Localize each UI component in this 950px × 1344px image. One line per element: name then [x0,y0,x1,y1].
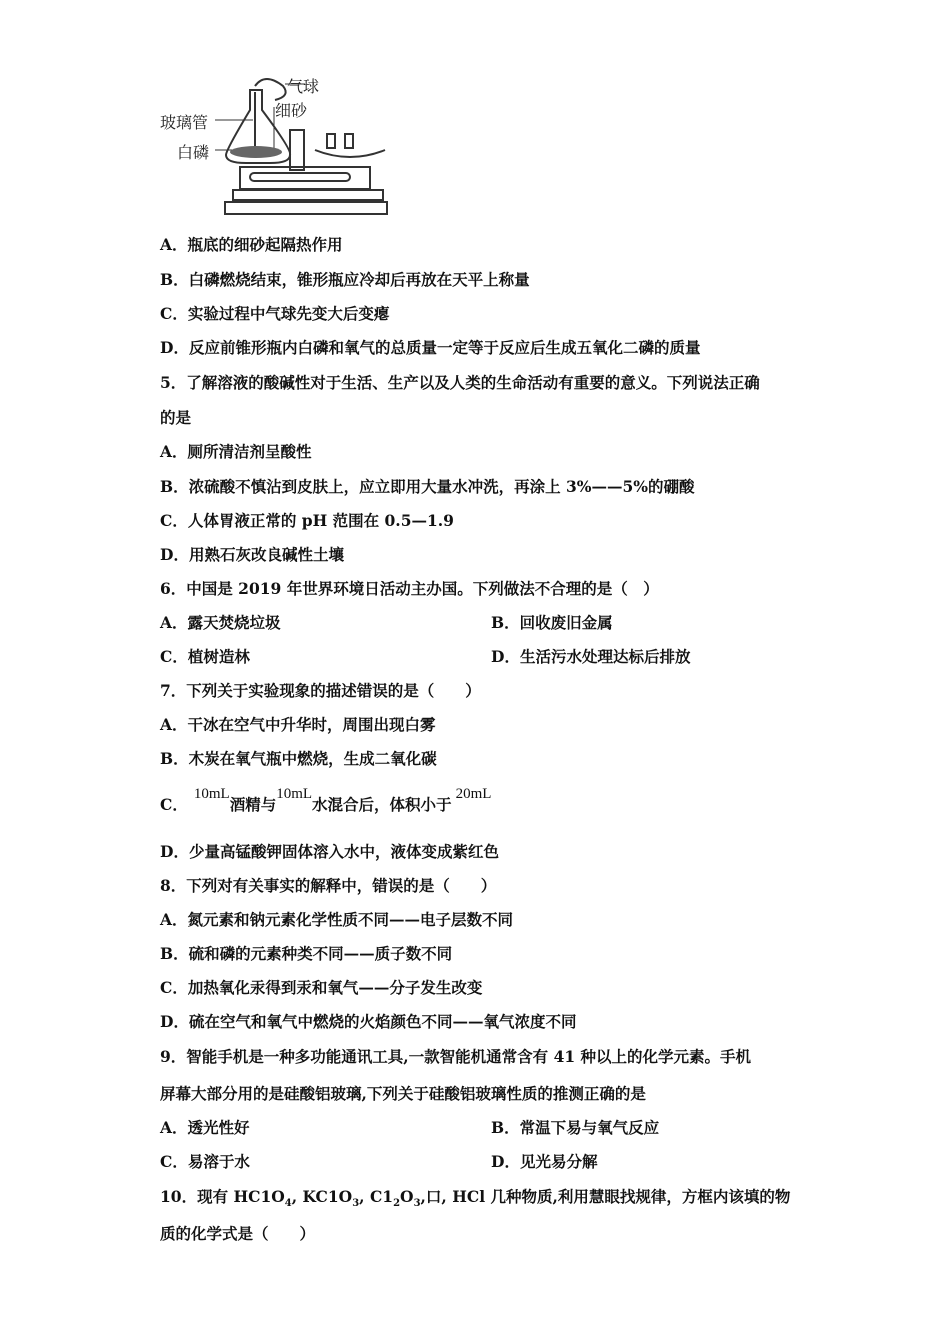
q10-text-a: 10．现有 HC1O [160,1187,285,1206]
q7-option-c [160,786,492,816]
q8-option-d: D．硫在空气和氧气中燃烧的火焰颜色不同——氧气浓度不同 [160,1012,577,1031]
q7-c-text1: 酒精与 [229,795,277,814]
q10-sub2: 3 [352,1198,360,1210]
q6-option-c: C．植树造林 [160,647,250,666]
q10-stem-line2: 质的化学式是（ ） [160,1224,316,1243]
experiment-figure [155,72,400,220]
q7-option-d: D．少量高锰酸钾固体溶入水中，液体变成紫红色 [160,842,499,861]
q7-c-volume2: 10mL [276,786,313,802]
q7-c-text2: 水混合后，体积小于 [312,795,452,814]
q10-sub3: 2 [393,1198,401,1210]
q5-stem-line2: 的是 [160,408,192,427]
q10-text-b: , KC1O [291,1187,353,1206]
q8-option-c: C．加热氧化汞得到汞和氧气——分子发生改变 [160,978,483,997]
q8-stem: 8．下列对有关事实的解释中，错误的是（ ） [160,876,497,895]
q7-c-volume1: 10mL [193,786,230,802]
q8-option-b: B．硫和磷的元素种类不同——质子数不同 [160,944,453,963]
q4-option-c: C．实验过程中气球先变大后变瘪 [160,304,390,323]
q9-option-c: C．易溶于水 [160,1152,250,1171]
q10-sub4: 3 [413,1198,421,1210]
q5-stem-line1: 5．了解溶液的酸碱性对于生活、生产以及人类的生命活动有重要的意义。下列说法正确 [160,373,760,392]
q4-option-a: A．瓶底的细砂起隔热作用 [160,235,343,254]
q9-stem-line1: 9．智能手机是一种多功能通讯工具,一款智能机通常含有 41 种以上的化学元素。手机 [160,1047,752,1066]
q7-option-b: B．木炭在氧气瓶中燃烧，生成二氧化碳 [160,749,437,768]
q7-c-volume3: 20mL [455,786,492,802]
q10-text-e: ,口, HCl 几种物质,利用慧眼找规律，方框内该填的物 [420,1187,791,1206]
q6-option-a: A．露天焚烧垃圾 [160,613,281,632]
q8-option-a: A．氮元素和钠元素化学性质不同——电子层数不同 [160,910,514,929]
q9-stem-line2: 屏幕大部分用的是硅酸铝玻璃,下列关于硅酸铝玻璃性质的推测正确的是 [160,1084,646,1103]
q4-option-b: B．白磷燃烧结束，锥形瓶应冷却后再放在天平上称量 [160,270,530,289]
q10-text-c: , C1 [359,1187,394,1206]
q5-option-a: A．厕所清洁剂呈酸性 [160,442,312,461]
label-sand: 细砂 [275,101,308,120]
q10-sub1: 4 [284,1198,292,1210]
q6-stem: 6．中国是 2019 年世界环境日活动主办国。下列做法不合理的是（ ） [160,579,659,598]
q9-option-b: B．常温下易与氧气反应 [491,1118,660,1137]
q7-c-prefix: C． [160,795,188,814]
q7-stem: 7．下列关于实验现象的描述错误的是（ ） [160,681,481,700]
q6-option-d: D．生活污水处理达标后排放 [491,647,691,666]
q9-option-a: A．透光性好 [160,1118,250,1137]
q10-stem-line1 [160,1187,790,1214]
q7-option-a: A．干冰在空气中升华时，周围出现白雾 [160,715,436,734]
label-balloon: 气球 [287,77,320,96]
q9-option-d: D．见光易分解 [491,1152,598,1171]
q4-option-d: D．反应前锥形瓶内白磷和氧气的总质量一定等于反应后生成五氧化二磷的质量 [160,338,701,357]
q6-option-b: B．回收废旧金属 [491,613,613,632]
label-white-phosphorus: 白磷 [177,143,210,162]
q10-text-d: O [400,1187,414,1206]
q5-option-c: C．人体胃液正常的 pH 范围在 0.5—1.9 [160,511,454,530]
q5-option-b: B．浓硫酸不慎沾到皮肤上，应立即用大量水冲洗，再涂上 3%——5%的硼酸 [160,477,695,496]
label-glass-tube: 玻璃管 [160,113,209,132]
q5-option-d: D．用熟石灰改良碱性土壤 [160,545,344,564]
